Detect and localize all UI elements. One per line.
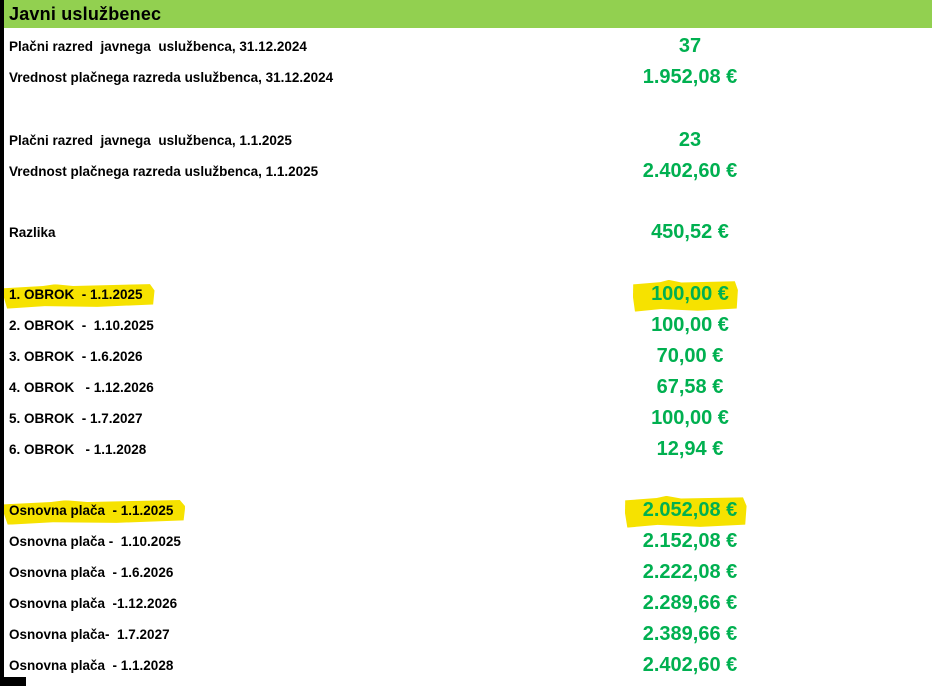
row-value: 37 [678, 35, 702, 57]
row-label-cell[interactable] [0, 410, 143, 428]
row-value-cell[interactable] [560, 588, 820, 619]
row-label-cell[interactable] [0, 595, 177, 613]
row-label-cell[interactable] [0, 533, 181, 551]
section-base-salary [0, 495, 932, 681]
row-value: 23 [678, 129, 702, 151]
row-value: 67,58 € [656, 376, 724, 398]
row-value: 1.952,08 € [642, 66, 738, 88]
section-difference [0, 217, 932, 248]
row-value-cell[interactable] [560, 62, 820, 93]
section-installments [0, 279, 932, 465]
row-value-cell[interactable] [560, 156, 820, 187]
table-row [0, 650, 932, 681]
section-pay-grade-2024 [0, 31, 932, 93]
page-title: Javni uslužbenec [9, 3, 162, 24]
row-label-cell[interactable] [0, 317, 154, 335]
row-label: Razlika [9, 224, 56, 240]
row-label-cell[interactable] [0, 38, 307, 56]
row-label: Vrednost plačnega razreda uslužbenca, 31.12.2024 [9, 69, 334, 85]
row-value-cell[interactable] [560, 495, 820, 526]
table-row [0, 217, 932, 248]
row-value-cell[interactable] [560, 217, 820, 248]
row-value-cell[interactable] [560, 619, 820, 650]
row-label-cell[interactable] [0, 441, 146, 459]
row-value-cell[interactable] [560, 341, 820, 372]
table-row [0, 434, 932, 465]
row-value: 12,94 € [656, 438, 724, 460]
row-label-cell[interactable] [0, 224, 56, 242]
table-row [0, 526, 932, 557]
table-row [0, 279, 932, 310]
row-value-cell[interactable] [560, 526, 820, 557]
row-label: Osnovna plača- 1.7.2027 [9, 626, 170, 642]
row-value-cell[interactable] [560, 125, 820, 156]
table-row [0, 619, 932, 650]
row-value: 100,00 € [651, 283, 729, 305]
table-row [0, 310, 932, 341]
row-value: 100,00 € [651, 314, 729, 336]
row-label: Osnovna plača - 1.1.2025 [9, 502, 174, 518]
row-label-cell[interactable] [0, 657, 173, 675]
row-label: Vrednost plačnega razreda uslužbenca, 1.1.2025 [9, 163, 319, 179]
row-value-cell[interactable] [560, 403, 820, 434]
row-label: 1. OBROK - 1.1.2025 [9, 286, 143, 302]
row-value: 2.289,66 € [642, 592, 738, 614]
row-value-cell[interactable] [560, 279, 820, 310]
row-label-cell[interactable] [0, 69, 333, 87]
row-value-cell[interactable] [560, 372, 820, 403]
section-pay-grade-2025 [0, 125, 932, 187]
row-label-cell[interactable] [0, 132, 292, 150]
table-row [0, 403, 932, 434]
row-value: 70,00 € [656, 345, 724, 367]
row-label: Plačni razred javnega uslužbenca, 31.12.2024 [9, 38, 307, 54]
row-value: 2.402,60 € [642, 654, 738, 676]
header-bar [0, 0, 932, 28]
row-label-cell[interactable] [0, 163, 318, 181]
row-value: 2.152,08 € [642, 530, 738, 552]
row-label: Osnovna plača - 1.1.2028 [9, 657, 174, 673]
row-value-cell[interactable] [560, 557, 820, 588]
table-row [0, 372, 932, 403]
row-label-cell[interactable] [0, 626, 170, 644]
row-value-cell[interactable] [560, 650, 820, 681]
table-row [0, 31, 932, 62]
row-label: 6. OBROK - 1.1.2028 [9, 441, 147, 457]
row-label-cell[interactable] [0, 286, 143, 304]
row-value-cell[interactable] [560, 434, 820, 465]
row-label-cell[interactable] [0, 348, 143, 366]
row-value: 2.222,08 € [642, 561, 738, 583]
table-row [0, 156, 932, 187]
row-value-cell[interactable] [560, 310, 820, 341]
row-value: 2.052,08 € [642, 499, 738, 521]
row-label: 3. OBROK - 1.6.2026 [9, 348, 143, 364]
table-row [0, 125, 932, 156]
row-label-cell[interactable] [0, 502, 173, 520]
table-row [0, 495, 932, 526]
row-value: 2.389,66 € [642, 623, 738, 645]
row-label-cell[interactable] [0, 379, 154, 397]
row-label: Osnovna plača - 1.10.2025 [9, 533, 181, 549]
left-black-border [0, 0, 4, 686]
row-value: 450,52 € [651, 221, 729, 243]
row-value: 100,00 € [651, 407, 729, 429]
table-row [0, 341, 932, 372]
row-label-cell[interactable] [0, 564, 173, 582]
row-label: 2. OBROK - 1.10.2025 [9, 317, 154, 333]
row-value: 2.402,60 € [642, 160, 738, 182]
bottom-left-black-block [0, 677, 26, 686]
table-row [0, 588, 932, 619]
row-label: 5. OBROK - 1.7.2027 [9, 410, 143, 426]
table-row [0, 62, 932, 93]
row-label: Plačni razred javnega uslužbenca, 1.1.2025 [9, 132, 292, 148]
table-row [0, 557, 932, 588]
row-label: Osnovna plača -1.12.2026 [9, 595, 178, 611]
row-label: 4. OBROK - 1.12.2026 [9, 379, 154, 395]
row-label: Osnovna plača - 1.6.2026 [9, 564, 174, 580]
row-value-cell[interactable] [560, 31, 820, 62]
